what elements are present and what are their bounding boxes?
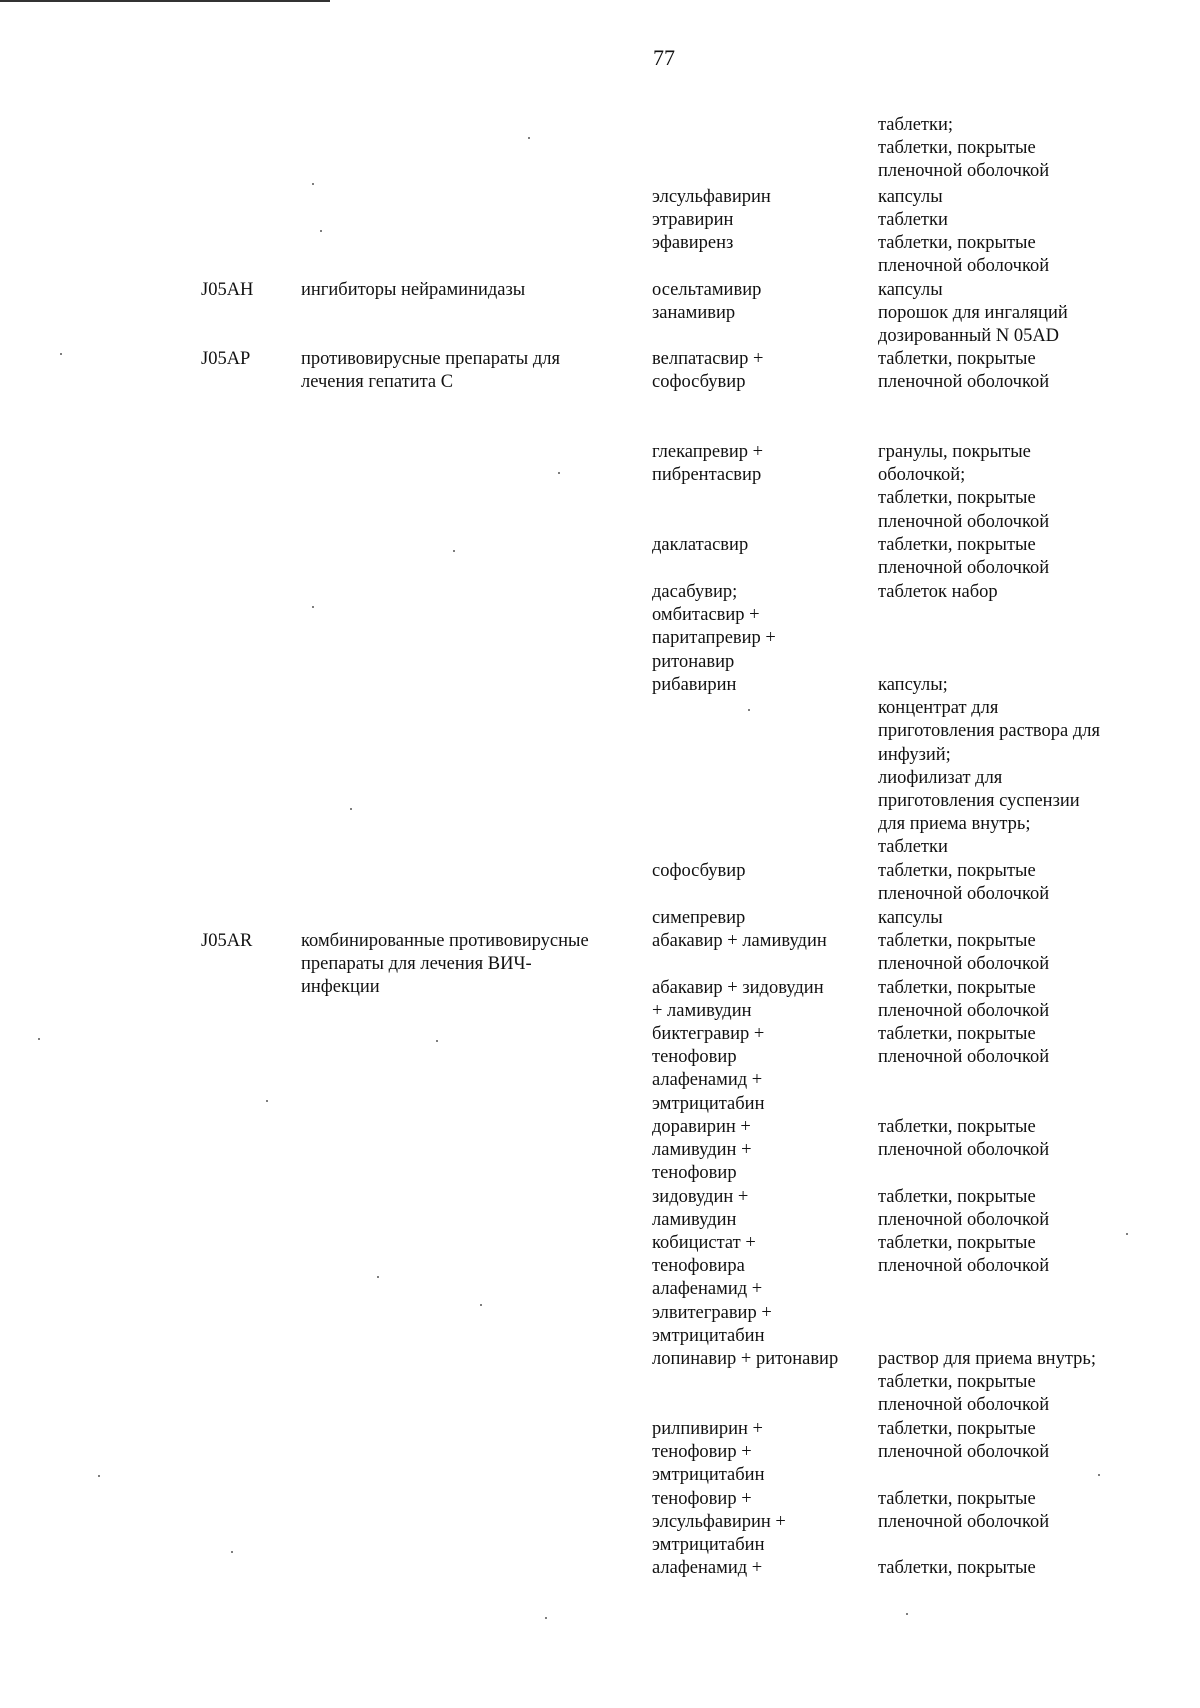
drug-name: симепревир <box>652 908 746 928</box>
dosage-form: таблетки, покрытые пленочной оболочкой <box>878 349 1050 393</box>
drug-name: рибавирин <box>652 675 737 695</box>
dosage-form: таблетки, покрытые пленочной оболочкой <box>878 1187 1050 1231</box>
drug-name: занамивир <box>652 303 736 323</box>
scan-speck <box>558 472 560 474</box>
page-number: 77 <box>653 45 675 70</box>
group-name: комбинированные противовирусные препараты для лечения ВИЧ- инфекции <box>301 931 589 998</box>
scan-speck <box>320 230 322 232</box>
drug-name: кобицистат + тенофовира алафенамид + элвитегравир + эмтрицитабин <box>652 1233 772 1346</box>
atc-code: J05AP <box>201 349 251 369</box>
scan-speck <box>545 1617 547 1619</box>
scan-speck <box>436 1040 438 1042</box>
dosage-form: таблетки, покрытые пленочной оболочкой <box>878 1489 1050 1533</box>
drug-name: тенофовир + элсульфавирин + эмтрицитабин <box>652 1489 786 1556</box>
dosage-form: таблетки, покрытые пленочной оболочкой <box>878 931 1050 975</box>
drug-name: глекапревир + пибрентасвир <box>652 442 764 486</box>
scan-speck <box>60 353 62 355</box>
scan-speck <box>98 1475 100 1477</box>
scan-speck <box>266 1100 268 1102</box>
drug-name: этравирин <box>652 210 734 230</box>
drug-name: абакавир + ламивудин <box>652 931 827 951</box>
atc-code: J05AR <box>201 931 253 951</box>
dosage-form: раствор для приема внутрь; таблетки, покрытые пленочной оболочкой <box>878 1349 1096 1416</box>
group-name: противовирусные препараты для лечения гепатита С <box>301 349 561 393</box>
dosage-form: таблетки <box>878 210 948 230</box>
dosage-form: гранулы, покрытые оболочкой; таблетки, покрытые пленочной оболочкой <box>878 442 1050 532</box>
dosage-form: таблетки, покрытые пленочной оболочкой <box>878 978 1050 1022</box>
scan-speck <box>453 550 455 552</box>
drug-name: эфавиренз <box>652 233 734 253</box>
dosage-form: таблетки, покрытые пленочной оболочкой <box>878 1233 1050 1277</box>
drug-name: велпатасвир + софосбувир <box>652 349 764 393</box>
drug-name: дасабувир; омбитасвир + паритапревир + ритонавир <box>652 582 776 672</box>
scan-speck <box>1098 1474 1100 1476</box>
dosage-form: капсулы <box>878 280 943 300</box>
drug-name: софосбувир <box>652 861 746 881</box>
scan-speck <box>906 1613 908 1615</box>
dosage-form: таблетки, покрытые <box>878 1558 1036 1578</box>
dosage-form: капсулы <box>878 187 943 207</box>
scan-speck <box>528 137 530 139</box>
dosage-form: таблетки, покрытые пленочной оболочкой <box>878 861 1050 905</box>
dosage-form: таблетки, покрытые пленочной оболочкой <box>878 1419 1050 1463</box>
drug-name: биктегравир + тенофовир алафенамид + эмтрицитабин <box>652 1024 765 1114</box>
drug-name: доравирин + ламивудин + тенофовир <box>652 1117 752 1184</box>
drug-name: элсульфавирин <box>652 187 771 207</box>
scan-top-rule <box>0 0 330 2</box>
scan-speck <box>480 1304 482 1306</box>
dosage-form: порошок для ингаляций дозированный N 05AD <box>878 303 1068 347</box>
dosage-form: капсулы <box>878 908 943 928</box>
group-name: ингибиторы нейраминидазы <box>301 280 526 300</box>
dosage-form: таблетки, покрытые пленочной оболочкой <box>878 535 1050 579</box>
drug-name: лопинавир + ритонавир <box>652 1349 839 1369</box>
drug-name: осельтамивир <box>652 280 762 300</box>
scan-speck <box>312 606 314 608</box>
drug-name: даклатасвир <box>652 535 749 555</box>
drug-name: зидовудин + ламивудин <box>652 1187 749 1231</box>
scan-speck <box>231 1551 233 1553</box>
scan-speck <box>312 183 314 185</box>
dosage-form: таблетки, покрытые пленочной оболочкой <box>878 1024 1050 1068</box>
drug-name: алафенамид + <box>652 1558 763 1578</box>
scan-speck <box>377 1276 379 1278</box>
drug-name: рилпивирин + тенофовир + эмтрицитабин <box>652 1419 765 1486</box>
drug-name: абакавир + зидовудин + ламивудин <box>652 978 824 1022</box>
dosage-form: таблетки, покрытые пленочной оболочкой <box>878 233 1050 277</box>
scan-speck <box>748 709 750 711</box>
dosage-form: таблеток набор <box>878 582 998 602</box>
scan-speck <box>38 1038 40 1040</box>
atc-code: J05AH <box>201 280 254 300</box>
dosage-form: таблетки; таблетки, покрытые пленочной оболочкой <box>878 115 1050 182</box>
dosage-form: таблетки, покрытые пленочной оболочкой <box>878 1117 1050 1161</box>
scan-speck <box>1126 1233 1128 1235</box>
dosage-form: капсулы; концентрат для приготовления раствора для инфузий; лиофилизат для приготовления суспензии для приема внутрь; таблетки <box>878 675 1100 858</box>
scan-speck <box>350 808 352 810</box>
